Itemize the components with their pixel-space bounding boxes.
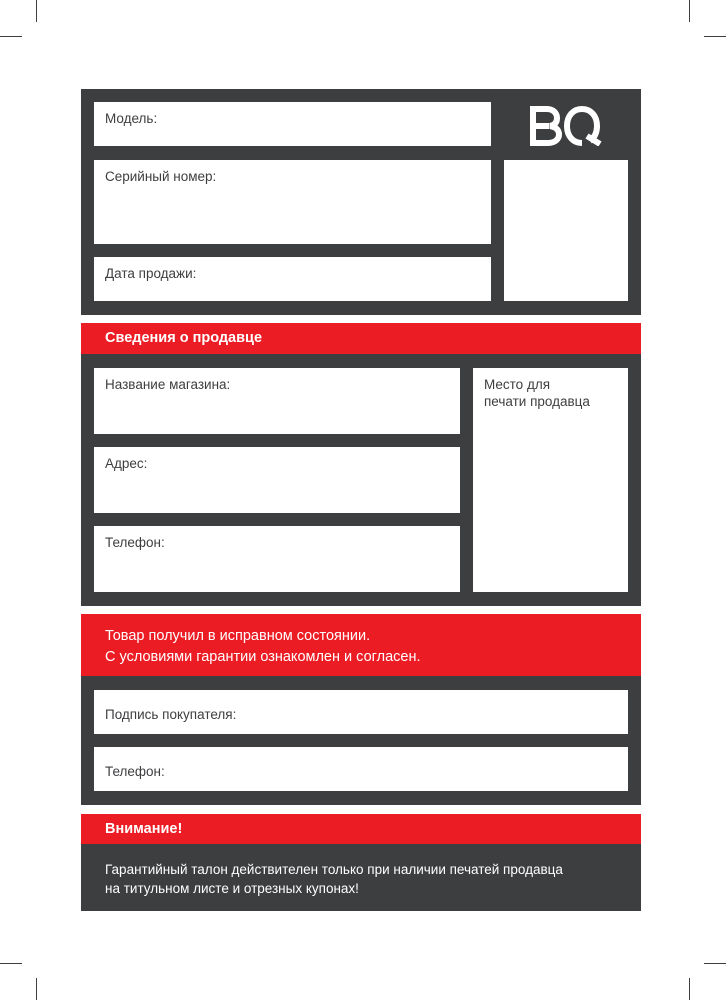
store-name-field[interactable]	[94, 368, 460, 434]
seller-section-header	[81, 323, 641, 354]
crop-mark-top-right-vertical	[689, 0, 690, 22]
sale-date-field[interactable]	[94, 257, 491, 301]
confirmation-line-1: Товар получил в исправном состоянии.	[105, 628, 371, 644]
crop-mark-bottom-right-horizontal	[704, 963, 726, 964]
warning-panel	[81, 844, 641, 911]
seller-stamp-box[interactable]	[473, 368, 628, 592]
product-info-panel	[81, 89, 641, 315]
buyer-signature-label: Подпись покупателя:	[105, 707, 237, 722]
warning-title: Внимание!	[105, 821, 183, 837]
buyer-confirmation-banner	[81, 614, 641, 676]
serial-number-field[interactable]	[94, 160, 491, 244]
buyer-confirmation-text	[105, 626, 421, 668]
confirmation-line-2: С условиями гарантии ознакомлен и согласен.	[105, 649, 421, 665]
crop-mark-top-left-vertical	[36, 0, 37, 22]
crop-mark-top-right-horizontal	[704, 36, 726, 37]
crop-mark-bottom-right-vertical	[689, 978, 690, 1000]
buyer-info-panel	[81, 676, 641, 805]
buyer-signature-field[interactable]	[94, 690, 628, 734]
stamp-label-line-2: печати продавца	[484, 394, 590, 409]
sale-date-label: Дата продажи:	[105, 266, 197, 281]
warning-header	[81, 814, 641, 844]
buyer-phone-field[interactable]	[94, 747, 628, 791]
bq-logo-letter-q	[567, 109, 600, 144]
model-label: Модель:	[105, 111, 158, 126]
stamp-label-line-1: Место для	[484, 377, 551, 392]
model-field[interactable]	[94, 102, 491, 146]
product-sticker-box[interactable]	[504, 160, 628, 301]
buyer-phone-label: Телефон:	[105, 764, 165, 779]
warning-text	[105, 860, 563, 898]
bq-logo-letter-b	[533, 109, 559, 143]
address-field[interactable]	[94, 447, 460, 513]
seller-section-title: Сведения о продавце	[105, 330, 263, 346]
crop-mark-bottom-left-vertical	[36, 978, 37, 1000]
warning-text-line-2: на титульном листе и отрезных купонах!	[105, 881, 359, 896]
bq-logo	[529, 106, 605, 146]
seller-info-panel	[81, 354, 641, 606]
serial-number-label: Серийный номер:	[105, 169, 217, 184]
store-name-label: Название магазина:	[105, 377, 231, 392]
warning-text-line-1: Гарантийный талон действителен только при наличии печатей продавца	[105, 862, 563, 877]
seller-phone-label: Телефон:	[105, 535, 165, 550]
seller-phone-field[interactable]	[94, 526, 460, 592]
address-label: Адрес:	[105, 456, 148, 471]
crop-mark-top-left-horizontal	[0, 36, 22, 37]
crop-mark-bottom-left-horizontal	[0, 963, 22, 964]
